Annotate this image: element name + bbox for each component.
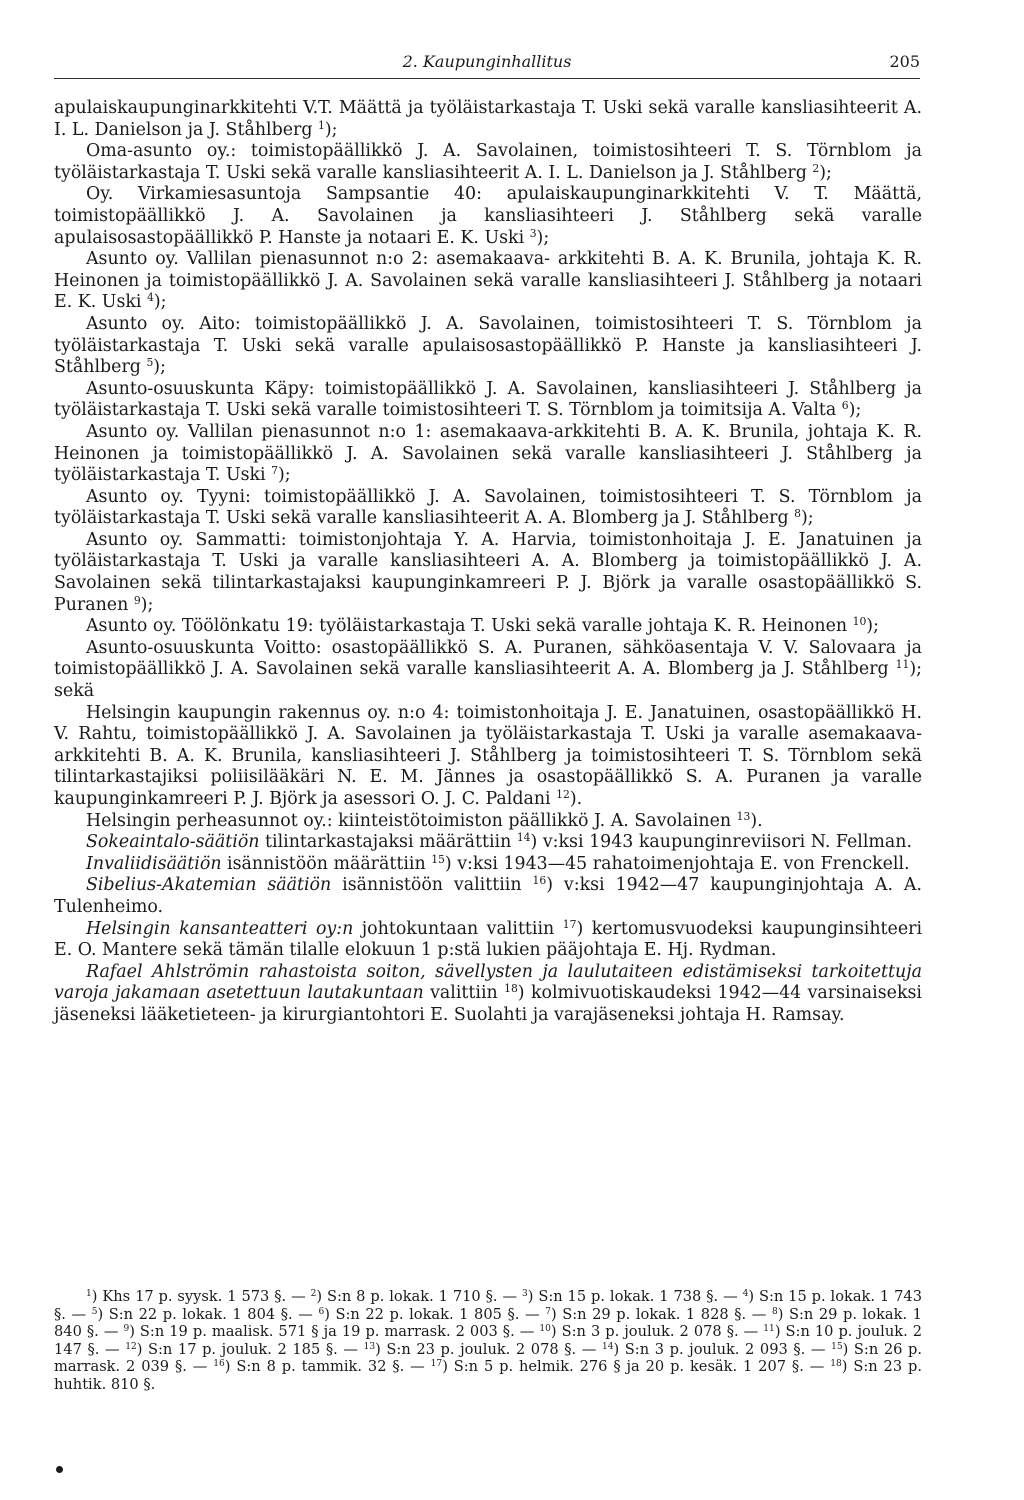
text-run: Oma-asunto oy.: toimistopäällikkö J. A. Savolainen, toimistosihteeri T. S. Törnblom ja työläistarkastaja T. Uski sekä varalle kansliasihteerit A. I. L. Danielson ja J. Ståhlberg bbox=[54, 141, 922, 183]
footnote-ref: 5 bbox=[146, 356, 154, 370]
paragraph bbox=[54, 919, 922, 962]
italic-name: Invaliidisäätiön bbox=[86, 853, 222, 874]
paragraph bbox=[54, 875, 922, 918]
footnote-ref: 13 bbox=[363, 1341, 376, 1352]
paragraph bbox=[54, 811, 922, 833]
text-run: apulaiskaupunginarkkitehti V.T. Määttä ja työläistarkastaja T. Uski sekä varalle kansliasihteerit A. I. L. Danielson ja J. Ståhlberg bbox=[54, 98, 922, 140]
text-run: Asunto oy. Töölönkatu 19: työläistarkastaja T. Uski sekä varalle johtaja K. R. Heinonen bbox=[86, 616, 853, 637]
text-run: ) S:n 29 p. lokak. 1 840 §. — bbox=[54, 1305, 922, 1341]
paragraph bbox=[54, 854, 922, 876]
footnote-ref: 12 bbox=[125, 1341, 137, 1352]
footnote-ref: 18 bbox=[504, 982, 518, 996]
footnote-ref: 12 bbox=[556, 788, 570, 802]
footnote-ref: 10 bbox=[539, 1324, 551, 1335]
footnote-ref: 7 bbox=[545, 1306, 551, 1317]
footnote-ref: 9 bbox=[133, 593, 141, 607]
body-text bbox=[54, 98, 922, 1027]
text-run: ) S:n 5 p. helmik. 276 § ja 20 p. kesäk. 1 207 §. — bbox=[442, 1358, 831, 1376]
footnote-ref: 15 bbox=[831, 1341, 843, 1352]
text-run: ) S:n 10 p. jouluk. 2 147 §. — bbox=[54, 1323, 923, 1358]
text-run: Helsingin kaupungin rakennus oy. n:o 4: toimistonhoitaja J. E. Janatuinen, osastopäällikkö H. V. Rahtu, toimistopäällikkö J. A. Savolainen ja työläistarkastaja T. Uski ja varalle asemakaava-arkkitehti B. A. K. Brunila, kansliasihteeri J. Ståhlberg ja toimistosihteeri T. S. Törnblom sekä tilintarkastajiksi poliisilääkäri N. E. M. Jännes ja osastopäällikkö S. A. Puranen ja varalle kaupunginkamreeri P. J. Björk ja asessori O. J. C. Paldani bbox=[54, 702, 922, 809]
text-run: ) v:ksi 1943 kaupunginreviisori N. Fellman. bbox=[530, 832, 913, 853]
text-run: johtokuntaan valittiin bbox=[353, 918, 563, 939]
text-run: Helsingin perheasunnot oy.: kiinteistötoimiston päällikkö J. A. Savolainen bbox=[86, 810, 737, 831]
text-run: ); bbox=[153, 357, 166, 378]
text-run: ) S:n 23 p. jouluk. 2 078 §. — bbox=[375, 1340, 602, 1358]
italic-name: Rafael Ahlströmin rahastoista soiton, sävellysten ja laulutaiteen edistämiseksi tarkoitettuja varoja jakamaan asetettuun lautakuntaan bbox=[54, 961, 922, 1004]
footnote-ref: 18 bbox=[830, 1359, 842, 1370]
text-run: isännistöön määrättiin bbox=[221, 853, 432, 874]
paragraph bbox=[54, 141, 922, 184]
text-run: isännistöön valittiin bbox=[331, 875, 533, 896]
text-run: ) S:n 8 p. lokak. 1 710 §. — bbox=[316, 1288, 522, 1305]
footnote-ref: 4 bbox=[147, 291, 154, 305]
footnote-ref: 4 bbox=[742, 1289, 749, 1300]
text-run: ) S:n 17 p. jouluk. 2 185 §. — bbox=[136, 1340, 364, 1358]
text-run: Asunto oy. Sammatti: toimistonjohtaja Y. A. Harvia, toimistonhoitaja J. E. Janatuinen ja työläistarkastaja T. Uski ja varalle kansliasihteeri A. A. Blomberg ja toimistopäällikkö J. A. Savolainen sekä tilintarkastajaksi kaupunginkamreeri P. J. Björk ja varalle osastopäällikkö S. Puranen bbox=[54, 529, 922, 615]
header-rule bbox=[54, 78, 920, 79]
text-run: ) v:ksi 1943—45 rahatoimenjohtaja E. von Frenckell. bbox=[444, 853, 910, 874]
section-title: 2. Kaupunginhallitus bbox=[402, 52, 572, 71]
text-run: ) kolmivuotiskaudeksi 1942—44 varsinaiseksi jäseneksi lääketieteen- ja kirurgiantohtori E. Suolahti ja varajäseneksi johtaja H. Ramsay. bbox=[54, 983, 922, 1025]
paragraph bbox=[54, 703, 922, 811]
footnote-ref: 8 bbox=[771, 1306, 778, 1317]
footnote-ref: 2 bbox=[812, 161, 820, 175]
text-run: Asunto oy. Vallilan pienasunnot n:o 1: asemakaava-arkkitehti B. A. K. Brunila, johtaja K. R. Heinonen ja toimistopäällikkö J. A. Savolainen sekä varalle kansliasihteeri J. Ståhlberg ja työläistarkastaja T. Uski bbox=[54, 421, 922, 486]
text-run: Asunto oy. Vallilan pienasunnot n:o 2: asemakaava- arkkitehti B. A. K. Brunila, johtaja K. R. Heinonen ja toimistopäällikkö J. A. Savolainen sekä varalle kansliasihteeri J. Ståhlberg ja notaari E. K. Uski bbox=[54, 249, 922, 313]
paragraph bbox=[54, 962, 922, 1027]
footnote-ref: 16 bbox=[532, 874, 547, 888]
text-run: ); bbox=[278, 465, 291, 486]
paragraph bbox=[54, 638, 922, 703]
italic-name: Sokeaintalo-säätiön bbox=[86, 832, 260, 853]
text-run: ). bbox=[569, 789, 583, 809]
text-run: Oy. Virkamiesasuntoja Sampsantie 40: apulaiskaupunginarkkitehti V. T. Määttä, toimistopäällikkö J. A. Savolainen ja kansliasihteeri J. Ståhlberg sekä varalle apulaisosastopäällikkö P. Hanste ja notaari E. K. Uski bbox=[54, 184, 922, 248]
footnote-ref: 14 bbox=[602, 1341, 614, 1352]
footnotes bbox=[54, 1288, 922, 1394]
paragraph bbox=[54, 98, 922, 141]
text-run: ) S:n 15 p. lokak. 1 743 §. — bbox=[54, 1288, 922, 1323]
footnote-ref: 15 bbox=[431, 852, 445, 866]
footnote-ref: 7 bbox=[271, 464, 279, 478]
page-number: 205 bbox=[889, 52, 920, 71]
paragraph bbox=[54, 530, 922, 616]
footnote-ref: 1 bbox=[317, 118, 325, 132]
paragraph bbox=[54, 379, 922, 422]
text-run: ) S:n 3 p. jouluk. 2 093 §. — bbox=[613, 1340, 832, 1358]
footnote-ref: 17 bbox=[562, 917, 577, 931]
text-run: ) S:n 22 p. lokak. 1 804 §. — bbox=[97, 1305, 319, 1323]
footnote-paragraph bbox=[54, 1288, 922, 1394]
footnote-ref: 2 bbox=[310, 1289, 317, 1300]
footnote-ref: 11 bbox=[763, 1324, 775, 1335]
footnote-ref: 13 bbox=[736, 809, 751, 823]
footnote-ref: 5 bbox=[91, 1306, 98, 1317]
text-run: Asunto oy. Tyyni: toimistopäällikkö J. A. Savolainen, toimistosihteeri T. S. Törnblom ja työläistarkastaja T. Uski sekä varalle kansliasihteerit A. A. Blomberg ja J. Ståhlberg bbox=[54, 486, 922, 529]
text-run: ); bbox=[536, 227, 550, 248]
running-header bbox=[54, 52, 920, 76]
bullet-mark bbox=[56, 1466, 63, 1473]
text-run: Asunto-osuuskunta Voitto: osastopäällikkö S. A. Puranen, sähköasentaja V. V. Salovaara ja toimistopäällikkö J. A. Savolainen sekä varalle kansliasihteerit A. A. Blomberg ja J. Ståhlberg bbox=[54, 637, 922, 680]
footnote-ref: 8 bbox=[794, 507, 801, 521]
text-run: ) S:n 22 p. lokak. 1 805 §. — bbox=[324, 1305, 546, 1323]
footnote-ref: 16 bbox=[213, 1359, 225, 1370]
text-run: ) S:n 15 p. lokak. 1 738 §. — bbox=[527, 1288, 743, 1305]
text-run: ); bbox=[153, 292, 167, 313]
text-run: ); bbox=[848, 400, 862, 421]
text-run: ) S:n 3 p. jouluk. 2 078 §. — bbox=[550, 1323, 764, 1341]
footnote-ref: 11 bbox=[895, 658, 910, 672]
text-run: valittiin bbox=[423, 983, 505, 1004]
text-run: ) S:n 23 p. huhtik. 810 §. bbox=[54, 1358, 922, 1393]
text-run: ); bbox=[866, 616, 879, 637]
text-run: Asunto-osuuskunta Käpy: toimistopäällikkö J. A. Savolainen, kansliasihteeri J. Ståhlberg ja työläistarkastaja T. Uski sekä varalle toimistosihteeri T. S. Törnblom ja toimitsija A. Valta bbox=[54, 378, 922, 421]
text-run: ); bbox=[800, 508, 814, 529]
text-run: ). bbox=[750, 810, 763, 831]
italic-name: Sibelius-Akatemian säätiön bbox=[86, 875, 332, 896]
text-run: ) Khs 17 p. syysk. 1 573 §. — bbox=[91, 1288, 311, 1305]
paragraph bbox=[54, 487, 922, 530]
footnote-ref: 3 bbox=[529, 226, 537, 240]
footnote-ref: 1 bbox=[86, 1289, 92, 1300]
text-run: ) S:n 29 p. lokak. 1 828 §. — bbox=[550, 1305, 772, 1323]
text-run: ) S:n 19 p. maalisk. 571 § ja 19 p. marrask. 2 003 §. — bbox=[129, 1323, 540, 1341]
footnote-ref: 10 bbox=[852, 615, 867, 629]
paragraph bbox=[54, 616, 922, 638]
text-run: ); sekä bbox=[54, 659, 922, 702]
paragraph bbox=[54, 832, 922, 854]
paragraph bbox=[54, 184, 922, 249]
footnote-ref: 14 bbox=[516, 831, 531, 845]
paragraph bbox=[54, 422, 922, 487]
footnote-ref: 3 bbox=[521, 1289, 528, 1300]
footnote-ref: 9 bbox=[123, 1324, 130, 1335]
text-run: ); bbox=[819, 162, 832, 183]
footnote-ref: 6 bbox=[318, 1306, 325, 1317]
text-run: ) v:ksi 1942—47 kaupunginjohtaja A. A. Tulenheimo. bbox=[54, 875, 922, 917]
text-run: ) S:n 26 p. marrask. 2 039 §. — bbox=[54, 1340, 922, 1376]
footnote-ref: 17 bbox=[430, 1359, 443, 1370]
italic-name: Helsingin kansanteatteri oy:n bbox=[86, 918, 354, 939]
paragraph bbox=[54, 314, 922, 379]
footnote-ref: 6 bbox=[841, 399, 849, 413]
paragraph bbox=[54, 249, 922, 314]
text-run: ) S:n 8 p. tammik. 32 §. — bbox=[224, 1358, 431, 1376]
text-run: ); bbox=[140, 594, 154, 615]
text-run: ); bbox=[324, 119, 338, 140]
text-run: tilintarkastajaksi määrättiin bbox=[259, 832, 517, 853]
text-run: ) kertomusvuodeksi kaupunginsihteeri E. O. Mantere sekä tämän tilalle elokuun 1 p:stä lukien pääjohtaja E. Hj. Rydman. bbox=[54, 918, 922, 961]
text-run: Asunto oy. Aito: toimistopäällikkö J. A. Savolainen, toimistosihteeri T. S. Törnblom ja työläistarkastaja T. Uski sekä varalle apulaisosastopäällikkö P. Hanste ja kansliasihteeri J. Ståhlberg bbox=[54, 313, 922, 378]
